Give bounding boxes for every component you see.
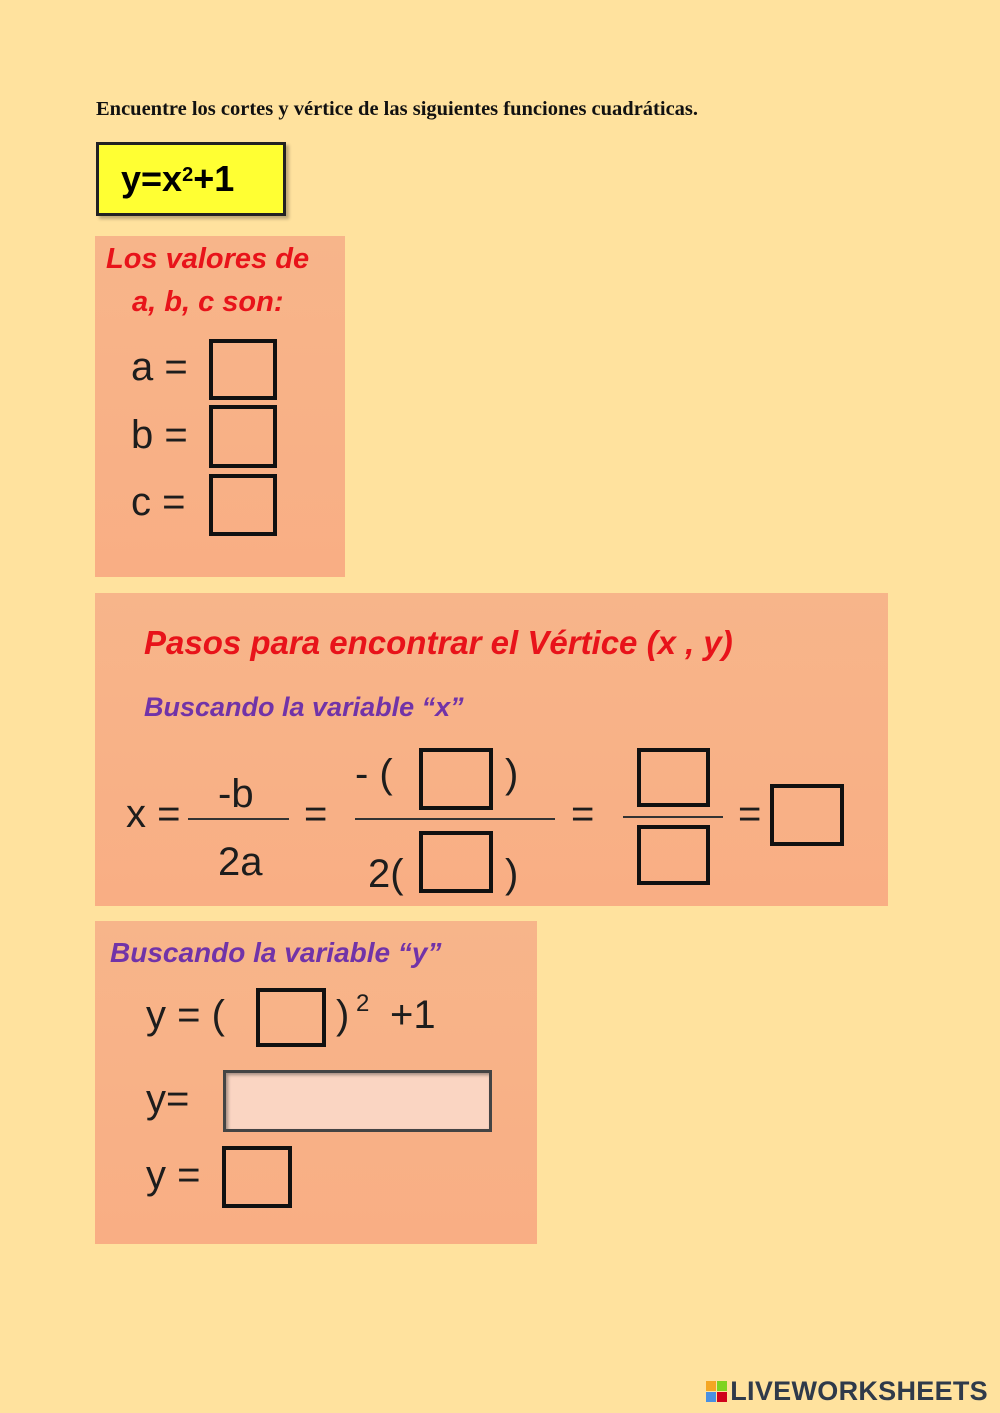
input-x-result[interactable] (770, 784, 844, 846)
input-neg-b[interactable] (419, 748, 493, 810)
label-b: b = (131, 413, 188, 457)
input-a[interactable] (209, 339, 277, 400)
vertex-subtitle-y: Buscando la variable “y” (110, 937, 442, 968)
label-c: c = (131, 480, 186, 524)
denominator-open: 2( (368, 852, 404, 896)
vertex-title: Pasos para encontrar el Vértice (x , y) (144, 624, 733, 661)
input-y-expression[interactable] (223, 1070, 492, 1132)
fraction-line-1 (188, 818, 289, 820)
fraction-line-2 (355, 818, 555, 820)
input-denominator[interactable] (637, 825, 710, 885)
fraction-line-3 (623, 816, 723, 818)
fraction-numerator: -b (218, 772, 254, 816)
vertex-subtitle-x: Buscando la variable “x” (144, 692, 464, 722)
input-y-x-value[interactable] (256, 988, 326, 1047)
y-line1-tail: +1 (390, 993, 436, 1037)
input-b[interactable] (209, 405, 277, 468)
coefficients-title-line1: Los valores de (106, 243, 310, 275)
y-line1-close: ) (336, 993, 350, 1037)
close-paren-1: ) (505, 752, 519, 796)
liveworksheets-logo-icon (706, 1381, 727, 1402)
y-line1-start: y = ( (146, 993, 225, 1037)
fraction-denominator: 2a (218, 840, 263, 884)
equals-sign-1: = (304, 792, 328, 836)
instruction-text: Encuentre los cortes y vértice de las siguientes funciones cuadráticas. (96, 98, 699, 120)
input-y-result[interactable] (222, 1146, 292, 1208)
equation-exponent: 2 (182, 163, 194, 186)
brand-name: LIVEWORKSHEETS (730, 1376, 988, 1406)
coefficients-title-line2: a, b, c son: (132, 286, 284, 318)
equation-base: y=x (121, 158, 183, 199)
x-equals-label: x = (126, 792, 181, 836)
input-numerator[interactable] (637, 748, 710, 807)
input-a-denominator[interactable] (419, 831, 493, 893)
close-paren-2: ) (505, 852, 519, 896)
label-a: a = (131, 345, 188, 389)
y-line2-label: y= (146, 1077, 190, 1121)
y-line1-exponent: 2 (356, 990, 370, 1017)
equals-sign-2: = (571, 792, 595, 836)
liveworksheets-logo (706, 1376, 988, 1407)
negative-open-paren: - ( (355, 752, 393, 796)
equation-box (96, 142, 286, 216)
equals-sign-3: = (738, 792, 762, 836)
input-c[interactable] (209, 474, 277, 536)
equation-tail: +1 (193, 158, 235, 199)
y-line3-label: y = (146, 1153, 201, 1197)
